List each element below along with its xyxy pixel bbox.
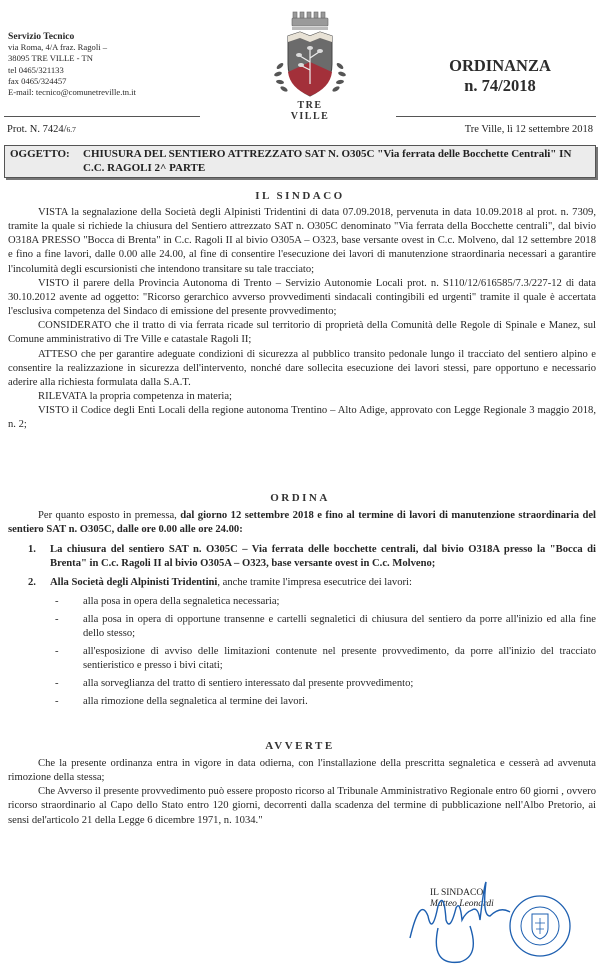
ordina-item-number: 2. — [28, 577, 36, 588]
ordina-list — [8, 543, 596, 713]
municipal-logo — [262, 6, 358, 126]
dash-bullet: - — [55, 646, 59, 657]
ordina-item-number: 1. — [28, 544, 36, 555]
sender-tel: tel 0465/321133 — [8, 64, 64, 75]
sub-list-text: alla sorveglianza del tratto di sentiero interessato dal presente provvedimento; — [83, 678, 414, 689]
premise-visto-parere: VISTO il parere della Provincia Autonoma di Trento – Servizio Autonomie Locali prot. n. S110/12/616585/7.3/227-12 di data 30.10.2012 avente ad oggetto: "Ricorso gerarchico avverso provvedimenti sindacali contingibili ed urgenti" tramite il quale è accertata l'esclusiva competenza del Sindaco di emissione del presente provvedimento; — [8, 277, 596, 318]
protocol-number — [7, 124, 76, 135]
header-rule-left — [4, 116, 200, 117]
sub-list-text: alla posa in opera della segnaletica necessaria; — [83, 596, 280, 607]
ordina-item-2 — [28, 576, 596, 590]
sub-list-text: alla rimozione della segnaletica al termine dei lavori. — [83, 696, 308, 707]
protocol-class: 6.7 — [66, 125, 76, 134]
ordina-item-text: La chiusura del sentiero SAT n. O305C – Via ferrata delle bocchette centrali, dal bivio O318A presso la "Bocca di Brenta" in C.c. Ragoli II al bivio O305A – O323, base versante ovest in C.c. Molveno; — [50, 544, 596, 569]
premise-vista: VISTA la segnalazione della Società degli Alpinisti Tridentini di data 07.09.2018, pervenuta in data 10.09.2018 al prot. n. 7309, tramite la quale si richiede la chiusura del Sentiero attrezzato SAT n. O305C denominato "Via ferrata della Bocchette centrali", dal bivio O318A PRESSO "Bocca di Brenta" in C.c. Ragoli II al bivio O305A – O323, base versante ovest in C.c. Molveno, dal 12 settembre 2018 e fino a fine lavori, dalle 0.00 alle 24.00, al fine di consentire l'esecuzione dei lavori di manutenzione straordinaria necessari a garantire l'incolumità degli escursionisti che intendono transitare su tale tracciato; — [8, 207, 596, 275]
signatory-name: Matteo Leonardi — [430, 899, 494, 909]
sub-list-item — [55, 613, 596, 641]
sub-list-item — [55, 595, 596, 609]
sender-fax: fax 0465/324457 — [8, 75, 67, 86]
ordina-sub-list — [55, 595, 596, 709]
premise-atteso: ATTESO che per garantire adeguate condizioni di sicurezza al pubblico transito pedonale lungo il tracciato del sentiero alpino e consentire la realizzazione in sicurezza dell'intervento, nonché dare sollecita esecuzione dei lavori stessi, pare opportuno e necessario aderire alla richiesta formulata dalla S.A.T. — [8, 348, 596, 388]
ordina-item-text: , anche tramite l'impresa esecutrice dei lavori: — [217, 577, 412, 588]
coat-of-arms-icon — [262, 6, 358, 106]
premise-visto-codice: VISTO il Codice degli Enti Locali della regione autonoma Trentino – Alto Adige, approvato con Legge Regionale 3 maggio 2018, n. 2; — [8, 405, 596, 431]
sender-office: Servizio Tecnico — [8, 31, 75, 42]
document-number: n. 74/2018 — [464, 76, 536, 95]
protocol-label: Prot. N. 7424/ — [7, 124, 67, 135]
sub-list-item — [55, 695, 596, 709]
subject-label: OGGETTO: — [10, 148, 70, 160]
ordina-intro-plain: Per quanto esposto in premessa, — [38, 510, 181, 521]
sender-address-2: 38095 TRE VILLE - TN — [8, 53, 93, 64]
heading-avverte: AVVERTE — [265, 740, 335, 752]
premise-considerato: CONSIDERATO che il tratto di via ferrata ricade sul territorio di proprietà della Comunità delle Regole di Spinale e Manez, sul Comune amministrativo di Tre Ville e catastale Ragoli II; — [8, 320, 596, 346]
subject-text: CHIUSURA DEL SENTIERO ATTREZZATO SAT N. O305C "Via ferrata delle Bocchette Centrali" IN C.C. RAGOLI 2^ PARTE — [83, 148, 572, 174]
sender-block — [8, 31, 136, 98]
sub-list-item — [55, 645, 596, 673]
avverte-text — [8, 757, 596, 828]
dash-bullet: - — [55, 614, 59, 625]
handwritten-signature-and-stamp — [390, 876, 590, 966]
sub-list-item — [55, 677, 596, 691]
dash-bullet: - — [55, 596, 59, 607]
document-title — [400, 56, 600, 96]
ordina-item-text-bold: Alla Società degli Alpinisti Tridentini — [50, 577, 218, 588]
sender-email: E-mail: tecnico@comunetreville.tn.it — [8, 87, 136, 98]
logo-text-ville: VILLE — [290, 111, 330, 122]
place-date: Tre Ville, lì 12 settembre 2018 — [464, 124, 593, 135]
sub-list-text: all'esposizione di avviso delle limitazioni contenute nel presente provvedimento, da porre all'inizio del tracciato sentieristico e presso i bivi citati; — [83, 646, 596, 671]
avverte-paragraph-1: Che la presente ordinanza entra in vigore in data odierna, con l'installazione della prescritta segnaletica e cesserà ad avvenuta rimozione della stessa; — [8, 758, 596, 784]
ordina-intro-bold: dal giorno 12 settembre 2018 e fino al termine di lavori di manutenzione straordinaria del sentiero SAT n. O305C, dalle ore 0.00 alle ore 24.00: — [8, 510, 596, 536]
sub-list-text: alla posa in opera di opportune transenne e cartelli segnaletici di chiusura del sentiero da porre all'inizio ed alla fine dello stesso; — [83, 614, 596, 639]
heading-ordina: ORDINA — [270, 492, 330, 504]
signature-stroke — [410, 882, 510, 962]
ordina-item-1 — [28, 543, 596, 571]
heading-il-sindaco: IL SINDACO — [255, 190, 345, 202]
signature-title: IL SINDACO — [430, 888, 484, 898]
avverte-paragraph-2: Che Avverso il presente provvedimento può essere proposto ricorso al Tribunale Amministrativo Regionale entro 60 giorni , ovvero ricorso straordinario al Capo dello Stato entro 120 giorni, decorrenti dalla scadenza del termine di pubblicazione nell'Albo Pretorio, ai sensi del'articolo 21 della Legge 6 dicembre 1971, n. 1034." — [8, 786, 596, 826]
dash-bullet: - — [55, 696, 59, 707]
logo-text-tre: TRE — [297, 100, 323, 111]
premise-rilevata: RILEVATA la propria competenza in materia; — [38, 391, 232, 403]
subject-box — [4, 145, 596, 178]
sender-address-1: via Roma, 4/A fraz. Ragoli – — [8, 42, 108, 53]
municipal-stamp-icon — [510, 896, 570, 956]
document-type: ORDINANZA — [449, 56, 551, 75]
ordina-intro — [8, 509, 596, 537]
dash-bullet: - — [55, 678, 59, 689]
premises — [8, 206, 596, 433]
header-rule-right — [396, 116, 596, 117]
